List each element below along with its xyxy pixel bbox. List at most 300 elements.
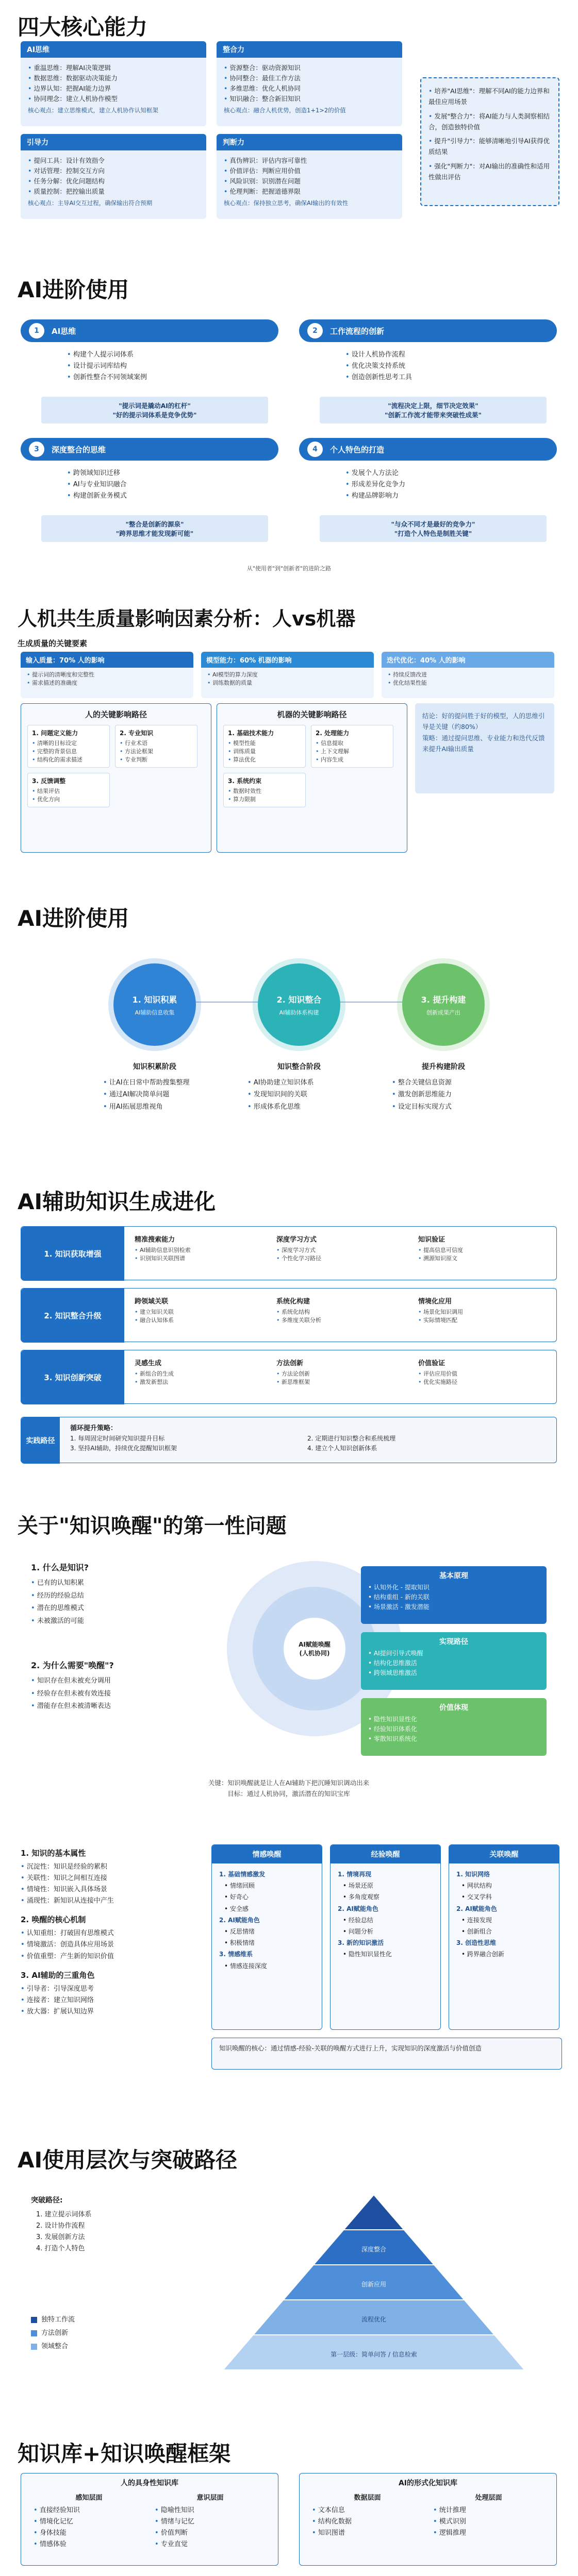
ability-item: • 知识融合：整合新旧知识 [224, 94, 395, 104]
factor-item: • 提示词的清晰度和完整性 [27, 671, 187, 679]
awakening-type-item: • 问题分析 [343, 1927, 373, 1935]
advance-list [67, 349, 273, 383]
advance-number: 2 [307, 323, 323, 338]
path-column [311, 725, 393, 768]
ability-card-title: 引导力 [21, 134, 206, 150]
ability-card-body [217, 150, 402, 219]
path-column [223, 725, 306, 768]
advance-item: • 构建创新业务模式 [67, 490, 273, 502]
kb-item: • 情绪与记忆 [155, 2516, 266, 2528]
attribute-title: 1. 知识的基本属性 [21, 1849, 86, 1858]
kb-item: • 结构化数据 [312, 2516, 423, 2528]
side-summary [420, 77, 559, 206]
stage-item: • 用AI拓展思维视角 [103, 1101, 217, 1113]
ability-item: • 协同理念：建立人机协作模型 [28, 94, 199, 104]
stage-item: • 整合关键信息资源 [392, 1077, 505, 1089]
advance-quote: "流程决定上限，细节决定效果" "创新工作流才能带来突破性成果" [320, 397, 547, 423]
core-summary: 关键：知识唤醒就是让人在AI辅助下把沉睡知识调动出来 目标：通过人机协同，激活潜在的知识宝库 [208, 1779, 370, 1798]
stage-item: • 让AI在日常中帮助搜集整理 [103, 1077, 217, 1089]
advance-item: • 创新性整合不同领域案例 [67, 372, 273, 383]
awakening-type-card [449, 1844, 559, 2030]
ability-item: • 多维思维：优化人机协同 [224, 83, 395, 94]
awakening-type-title: 经验唤醒 [331, 1845, 440, 1863]
evolution-col [418, 1358, 550, 1386]
slide-knowledge-framework [0, 2432, 578, 2576]
factor-title: 模型能力：60% 机器的影响 [201, 652, 374, 668]
factor-item: • 优化结果性能 [388, 679, 548, 687]
evolution-col-title: 精准搜索能力 [135, 1236, 175, 1244]
ability-card-title: AI思维 [21, 41, 206, 58]
kb-item: • 情感体验 [34, 2539, 144, 2550]
attribute-item: • 情境激活：创造具体应用场景 [21, 1939, 206, 1951]
slide-title: 人机共生质量影响因素分析：人vs机器 [18, 607, 356, 630]
attribute-item: • 沉淀性：知识是经验的累积 [21, 1861, 206, 1873]
evolution-item: • 新组合的生成 [135, 1370, 266, 1378]
kb-item: • 情境化记忆 [34, 2516, 144, 2528]
kb-item: • 文本信息 [312, 2505, 423, 2516]
path-item: • 模型性能 [228, 739, 301, 748]
advance-list [67, 468, 273, 502]
slide-title: 四大核心能力 [18, 14, 148, 40]
advance-item: • 优化决策支持系统 [345, 361, 552, 372]
awakening-panel-item: • 结构化思维激活 [368, 1659, 417, 1667]
side-item: • 发展"整合力"：将AI能力与人类洞察相结合，创造独特价值 [428, 111, 551, 133]
slide-title: AI进阶使用 [18, 906, 129, 931]
practice-item: 2. 定期进行知识整合和系统梳理 [307, 1435, 396, 1442]
advance-item: • 设计提示词库结构 [67, 361, 273, 372]
path-step: 4. 打造个人特色 [36, 2245, 85, 2253]
ai-kb [299, 2473, 557, 2566]
evolution-col [418, 1296, 550, 1325]
slide-usage-levels [0, 2138, 578, 2391]
awakening-type-item: • 多角度观察 [343, 1893, 379, 1901]
evolution-item: • 新思维框架 [276, 1378, 408, 1386]
pyramid-layer-label: 流程优化 [361, 2316, 387, 2324]
practice-head: 循环提升策略： [70, 1425, 118, 1432]
question-item: • 知识存在但未被充分调用 [31, 1675, 227, 1688]
evolution-item: • 溯源知识原文 [418, 1255, 550, 1263]
advance-pill [21, 438, 278, 461]
advance-quote: "与众不同才是最好的竞争力" "打造个人特色是制胜关键" [320, 515, 547, 542]
evolution-item: • 场景化知识调用 [418, 1308, 550, 1316]
awakening-panel-item: • 隐性知识显性化 [368, 1716, 417, 1723]
awakening-type-item: 1. 情境再现 [338, 1871, 372, 1878]
legend-item [31, 2327, 75, 2340]
path-item: • 训练质量 [228, 748, 301, 756]
legend-label: 独特工作流 [41, 2316, 75, 2324]
machine-panel [217, 703, 407, 853]
evolution-row [21, 1288, 557, 1342]
question-item: • 潜在的思维模式 [31, 1602, 227, 1615]
practice-item: 4. 建立个人知识创新体系 [307, 1445, 377, 1452]
evolution-item: • 识别知识关联图谱 [135, 1255, 266, 1263]
evolution-item: • 个性化学习路径 [276, 1255, 408, 1263]
evolution-col-title: 深度学习方式 [276, 1236, 317, 1244]
side-item: • 提升"引导力"：能够清晰地引导AI获得优质结果 [428, 135, 551, 158]
advance-list [345, 468, 552, 502]
evolution-item: • AI辅助信息识别检索 [135, 1246, 266, 1255]
ability-foot: 核心观点：主导AI交互过程，确保输出符合预期 [28, 199, 153, 207]
awakening-panel-item: • 跨领域思维激活 [368, 1669, 417, 1677]
awakening-panel [361, 1632, 547, 1690]
stage-item: • 设定目标实现方式 [392, 1101, 505, 1113]
slide-title: AI进阶使用 [18, 277, 129, 302]
path-column [115, 725, 197, 768]
stage-title: 知识积累阶段 [133, 1063, 176, 1071]
practice-box [21, 1417, 557, 1463]
awakening-type-title: 关联唤醒 [449, 1845, 559, 1863]
kb-item: • 模式识别 [433, 2516, 544, 2528]
awakening-note: 知识唤醒的核心：通过情感-经验-关联的唤醒方式进行上升，实现知识的深度激活与价值创造 [211, 2038, 562, 2070]
path-item: • 方法论框架 [120, 748, 193, 756]
ability-foot: 核心观点：融合人机优势，创造1+1>2的价值 [224, 107, 346, 114]
stage-label: 2. 知识整合 [276, 994, 322, 1005]
evolution-item: • 评估应用价值 [418, 1370, 550, 1378]
evolution-item: • 实际情境匹配 [418, 1316, 550, 1325]
awakening-panel [361, 1566, 547, 1624]
awakening-type-item: 3. 创造性思维 [456, 1939, 497, 1947]
practice-item: 3. 坚持AI辅助，持续优化提醒知识框架 [70, 1445, 177, 1452]
slide-knowledge-evolution [0, 1180, 578, 1468]
ability-item: • 质量控制：把控输出质量 [28, 187, 199, 197]
evolution-item: • 提高信息可信度 [418, 1246, 550, 1255]
side-item: • 培养"AI思维"：理解不同AI的能力边界和最佳应用场景 [428, 86, 551, 108]
path-column [27, 725, 110, 768]
evolution-col-title: 系统化构建 [276, 1298, 310, 1306]
kb-item: • 直接经验知识 [34, 2505, 144, 2516]
attribute-item: • 价值重塑：产生新的知识价值 [21, 1951, 206, 1962]
evolution-col [418, 1234, 550, 1263]
stage-item: • 发现知识间的关联 [247, 1089, 361, 1100]
question-item: • 已有的认知积累 [31, 1577, 227, 1590]
ability-item: • 协同整合：最佳工作方法 [224, 73, 395, 83]
kb-column [312, 2492, 423, 2539]
question-title: 1. 什么是知识? [31, 1563, 89, 1572]
awakening-type-title: 情感唤醒 [212, 1845, 322, 1863]
awakening-panel-item: • 认知外化 - 提取知识 [368, 1584, 430, 1591]
advance-item: • 构建品牌影响力 [345, 490, 552, 502]
advance-item: • 设计人机协作流程 [345, 349, 552, 361]
question-title: 2. 为什么需要"唤醒"? [31, 1660, 114, 1670]
stage-sub: AI辅助信息收集 [135, 1009, 175, 1016]
attribute-item: • 引导者：引导深度思考 [21, 1984, 206, 1995]
awakening-panel-item: • 场景激活 - 激发潜能 [368, 1603, 430, 1611]
attribute-item: • 涌现性：新知识从连接中产生 [21, 1895, 206, 1907]
factor-title: 输入质量：70% 人的影响 [21, 652, 193, 668]
advance-number: 4 [307, 442, 323, 457]
awakening-panel-item: • 经验知识体系化 [368, 1725, 417, 1733]
ability-card-title: 整合力 [217, 41, 402, 58]
path-item: • 信息提取 [316, 739, 389, 748]
kb-column-title: 意识层面 [196, 2494, 224, 2502]
awakening-type-item: • 经验总结 [343, 1916, 373, 1924]
path-column-title: 2. 处理能力 [316, 730, 350, 737]
attribute-title: 3. AI辅助的三重角色 [21, 1970, 95, 1980]
awakening-type-item: 2. AI赋能角色 [338, 1905, 378, 1912]
factor-card [382, 652, 554, 698]
path-column [27, 773, 110, 807]
ability-card-body [21, 58, 206, 126]
path-item: • 结构化的需求描述 [32, 756, 105, 764]
awakening-type-card [330, 1844, 441, 2030]
stage-item: • 激发创新思维能力 [392, 1089, 505, 1100]
evolution-col-title: 价值验证 [418, 1360, 445, 1367]
path-column-title: 1. 问题定义能力 [32, 730, 78, 737]
awakening-panel-title: 价值体现 [439, 1704, 468, 1712]
legend-swatch [31, 2344, 37, 2350]
evolution-row-label: 3. 知识创新突破 [21, 1350, 124, 1404]
machine-panel-title: 机器的关键影响路径 [277, 710, 347, 719]
pyramid-layer-label: 创新应用 [361, 2281, 387, 2289]
advance-title: 个人特色的打造 [330, 445, 385, 454]
awakening-panel-title: 实现路径 [439, 1638, 468, 1646]
subtitle: 生成质量的关键要素 [18, 639, 88, 648]
legend-swatch [31, 2330, 37, 2336]
advance-title: AI思维 [52, 326, 76, 336]
legend-swatch [31, 2317, 37, 2323]
stage-circle [402, 963, 485, 1046]
practice-item: 1. 每周固定时间研究知识提升目标 [70, 1435, 165, 1442]
awakening-type-item: • 跨界融合创新 [461, 1951, 504, 1958]
attribute-item: • 放大器：扩展认知边界 [21, 2006, 206, 2018]
path-item: • 上下文理解 [316, 748, 389, 756]
human-panel-title: 人的关键影响路径 [85, 710, 147, 719]
practice-label: 实践路径 [21, 1417, 60, 1464]
awakening-panel-item: • AI提问引导式唤醒 [368, 1650, 423, 1657]
advance-item: • 发展个人方法论 [345, 468, 552, 479]
kb-item: • 隐喻性知识 [155, 2505, 266, 2516]
factor-card [201, 652, 374, 698]
evolution-row-label: 1. 知识获取增强 [21, 1227, 124, 1281]
advance-pill [299, 438, 557, 461]
kb-item: • 逻辑推理 [433, 2528, 544, 2539]
stage-item: • 通过AI解决简单问题 [103, 1089, 217, 1100]
human-kb [21, 2473, 278, 2566]
stage-title: 知识整合阶段 [277, 1063, 321, 1071]
factor-item: • AI模型的算力深度 [207, 671, 368, 679]
pyramid-layer-label: 第一层级：简单问答 / 信息检索 [331, 2351, 417, 2359]
path-item: • 优化方向 [32, 795, 105, 804]
legend-item [31, 2340, 75, 2353]
legend-label: 领域整合 [41, 2343, 69, 2350]
legend-item [31, 2313, 75, 2327]
ability-item: • 对话管理：控制交互方向 [28, 166, 199, 176]
ability-foot: 核心观点：保持独立思考，确保AI输出的有效性 [224, 199, 349, 207]
advance-list [345, 349, 552, 383]
advance-number: 3 [29, 442, 44, 457]
awakening-type-item: • 安全感 [224, 1905, 249, 1912]
evolution-item: • 多维度关联分析 [276, 1316, 408, 1325]
awakening-type-item: • 反思情绪 [224, 1927, 255, 1935]
evolution-item: • 优化实施路径 [418, 1378, 550, 1386]
ability-card-body [217, 58, 402, 126]
human-panel [21, 703, 211, 853]
slide-title: AI辅助知识生成进化 [18, 1189, 216, 1214]
awakening-type-item: 2. AI赋能角色 [219, 1916, 260, 1924]
path-column-title: 3. 反馈调整 [32, 777, 66, 785]
path-head: 突破路径: [31, 2196, 63, 2205]
path-step: 1. 建立提示词体系 [36, 2211, 92, 2218]
awakening-type-item: • 隐性知识显性化 [343, 1951, 392, 1958]
awakening-panel-item: • 结构重组 - 新的关联 [368, 1594, 430, 1601]
stage-title: 提升构建阶段 [422, 1063, 465, 1071]
side-item: • 强化"判断力"：对AI输出的准确性和适用性做出评估 [428, 161, 551, 183]
evolution-col [276, 1358, 408, 1386]
stage-circle [258, 963, 340, 1046]
path-item: • 内容生成 [316, 756, 389, 764]
evolution-col [276, 1296, 408, 1325]
path-column [223, 773, 306, 807]
stage-label: 3. 提升构建 [421, 994, 466, 1005]
question-item: • 未被激活的可能 [31, 1615, 227, 1628]
advance-item: • 形成差异化竞争力 [345, 479, 552, 490]
path-item: • 行业术语 [120, 739, 193, 748]
stage-sub: 创新成果产出 [426, 1009, 460, 1016]
factor-item: • 需求描述的准确度 [27, 679, 187, 687]
awakening-panel-title: 基本原理 [439, 1572, 468, 1580]
advance-item: • 跨领域知识迁移 [67, 468, 273, 479]
evolution-item: • 建立知识关联 [135, 1308, 266, 1316]
evolution-row [21, 1350, 557, 1404]
path-step: 2. 设计协作流程 [36, 2222, 85, 2230]
evolution-item: • 深度学习方式 [276, 1246, 408, 1255]
kb-column-title: 数据层面 [354, 2494, 381, 2502]
attribute-item: • 认知重组：打破固有思维模式 [21, 1928, 206, 1939]
advance-item: • 构建个人提示词体系 [67, 349, 273, 361]
kb-column-title: 处理层面 [475, 2494, 502, 2502]
evolution-col-title: 灵感生成 [135, 1360, 162, 1367]
path-item: • 清晰的目标设定 [32, 739, 105, 748]
kb-item: • 专业直觉 [155, 2539, 266, 2550]
awakening-type-item: • 场景还原 [343, 1882, 373, 1890]
kb-column [433, 2492, 544, 2539]
awakening-type-item: 3. 情感维系 [219, 1951, 253, 1958]
awakening-type-item: 1. 基础情感激发 [219, 1871, 266, 1878]
advance-title: 工作流程的创新 [330, 326, 385, 336]
ability-item: • 风险识别：识别潜在问题 [224, 176, 395, 187]
ability-item: • 真伪辨识：评估内容可靠性 [224, 156, 395, 166]
attribute-item: • 情境性：知识嵌入具体场景 [21, 1884, 206, 1895]
question-item: • 潜能存在但未被清晰表达 [31, 1700, 227, 1713]
advance-item: • 创造创新性思考工具 [345, 372, 552, 383]
awakening-panel-item: • 零散知识系统化 [368, 1735, 417, 1743]
awakening-type-item: • 积极情绪 [224, 1939, 255, 1947]
factor-item: • 训练数据的质量 [207, 679, 368, 687]
question-item: • 经验存在但未被有效连接 [31, 1688, 227, 1701]
kb-item: • 知识图谱 [312, 2528, 423, 2539]
ability-item: • 提问工具：设计有效指令 [28, 156, 199, 166]
kb-item: • 价值判断 [155, 2528, 266, 2539]
kb-column-title: 感知层面 [75, 2494, 103, 2502]
factor-title: 迭代优化：40% 人的影响 [382, 652, 554, 668]
pyramid [206, 2190, 541, 2375]
ability-item: • 任务分解：优化问题结构 [28, 176, 199, 187]
path-item: • 结果评估 [32, 787, 105, 795]
awakening-type-item: • 创新组合 [461, 1927, 492, 1935]
evolution-col [135, 1296, 266, 1325]
evolution-col-title: 知识验证 [418, 1236, 445, 1244]
awakening-panel [361, 1698, 547, 1756]
attribute-title: 2. 唤醒的核心机制 [21, 1915, 86, 1925]
pyramid-layer [344, 2195, 404, 2230]
kb-item: • 身体技能 [34, 2528, 144, 2539]
slide-title: 知识库+知识唤醒框架 [18, 2441, 231, 2466]
ai-kb-title: AI的形式化知识库 [398, 2479, 458, 2487]
advance-pill [21, 319, 278, 342]
path-item: • 完整的背景信息 [32, 748, 105, 756]
path-item: • 数据时效性 [228, 787, 301, 795]
awakening-type-item: 2. AI赋能角色 [456, 1905, 497, 1912]
advance-title: 深度整合的思维 [52, 445, 106, 454]
ability-item: • 数据思维：数据驱动决策能力 [28, 73, 199, 83]
evolution-item: • 方法论创新 [276, 1370, 408, 1378]
advance-quote: "整合是创新的源泉" "跨界思维才能发现新可能" [41, 515, 268, 542]
path-column-title: 3. 系统约束 [228, 777, 262, 785]
slide-human-machine [0, 598, 578, 866]
ability-card [21, 134, 206, 219]
ability-card-title: 判断力 [217, 134, 402, 150]
conclusion-box: 结论：好的提问胜于好的模型，人的思维引导是关键（约80%） 策略：通过提问思维、专业能力和迭代反馈来提升AI输出质量 [415, 703, 554, 793]
slide-title: 关于"知识唤醒"的第一性问题 [18, 1514, 287, 1538]
evolution-col-title: 方法创新 [276, 1360, 304, 1367]
advance-pill [299, 319, 557, 342]
awakening-type-card [211, 1844, 322, 2030]
awakening-type-item: • 情感连接深度 [224, 1962, 267, 1970]
ability-item: • 资源整合：驱动资源知识 [224, 63, 395, 73]
stage-sub: AI辅助体系构建 [279, 1009, 319, 1016]
slide-title: AI使用层次与突破路径 [18, 2147, 238, 2173]
awakening-type-item: • 好奇心 [224, 1893, 249, 1901]
awakening-type-item: • 交叉学科 [461, 1893, 492, 1901]
advance-number: 1 [29, 323, 44, 338]
evolution-col [135, 1358, 266, 1386]
ability-item: • 重温思维：理解AI决策逻辑 [28, 63, 199, 73]
slide-awakening-questions [0, 1504, 578, 1814]
path-item: • 算法优化 [228, 756, 301, 764]
ability-item: • 伦理判断：把握道德界限 [224, 187, 395, 197]
evolution-item: • 系统化结构 [276, 1308, 408, 1316]
factor-card [21, 652, 193, 698]
evolution-row [21, 1226, 557, 1280]
stage-circle [113, 963, 196, 1046]
ability-card [217, 134, 402, 219]
stage-label: 1. 知识积累 [132, 994, 177, 1005]
awakening-type-item: 3. 新的知识激活 [338, 1939, 384, 1947]
advance-item: • AI与专业知识融合 [67, 479, 273, 490]
evolution-col-title: 跨领域关联 [135, 1298, 169, 1306]
attribute-item: • 连接者：建立知识网络 [21, 1995, 206, 2006]
ability-card [21, 41, 206, 126]
kb-column [34, 2492, 144, 2550]
slide-advanced-stages [0, 896, 578, 1144]
path-column-title: 2. 专业知识 [120, 730, 154, 737]
evolution-col [135, 1234, 266, 1263]
path-column-title: 1. 基础技术能力 [228, 730, 274, 737]
awakening-type-item: 1. 知识网络 [456, 1871, 490, 1878]
legend-label: 方法创新 [41, 2329, 69, 2337]
path-item: • 算力限制 [228, 795, 301, 804]
caption: 从"使用者"到"创新者"的进阶之路 [246, 565, 332, 572]
ability-foot: 核心观点：建立思维模式，建立人机协作认知框架 [28, 107, 158, 114]
path-step: 3. 发展创新方法 [36, 2233, 85, 2242]
attribute-item: • 关联性：知识之间相互连接 [21, 1873, 206, 1884]
advance-quote: "提示词是撬动AI的杠杆" "好的提示词体系是竞争优势" [41, 397, 268, 423]
ability-card-body [21, 150, 206, 219]
kb-item: • 统计推理 [433, 2505, 544, 2516]
evolution-row-label: 2. 知识整合升级 [21, 1289, 124, 1343]
factor-item: • 持续反馈改进 [388, 671, 548, 679]
pyramid-layer-label: 深度整合 [361, 2246, 387, 2253]
